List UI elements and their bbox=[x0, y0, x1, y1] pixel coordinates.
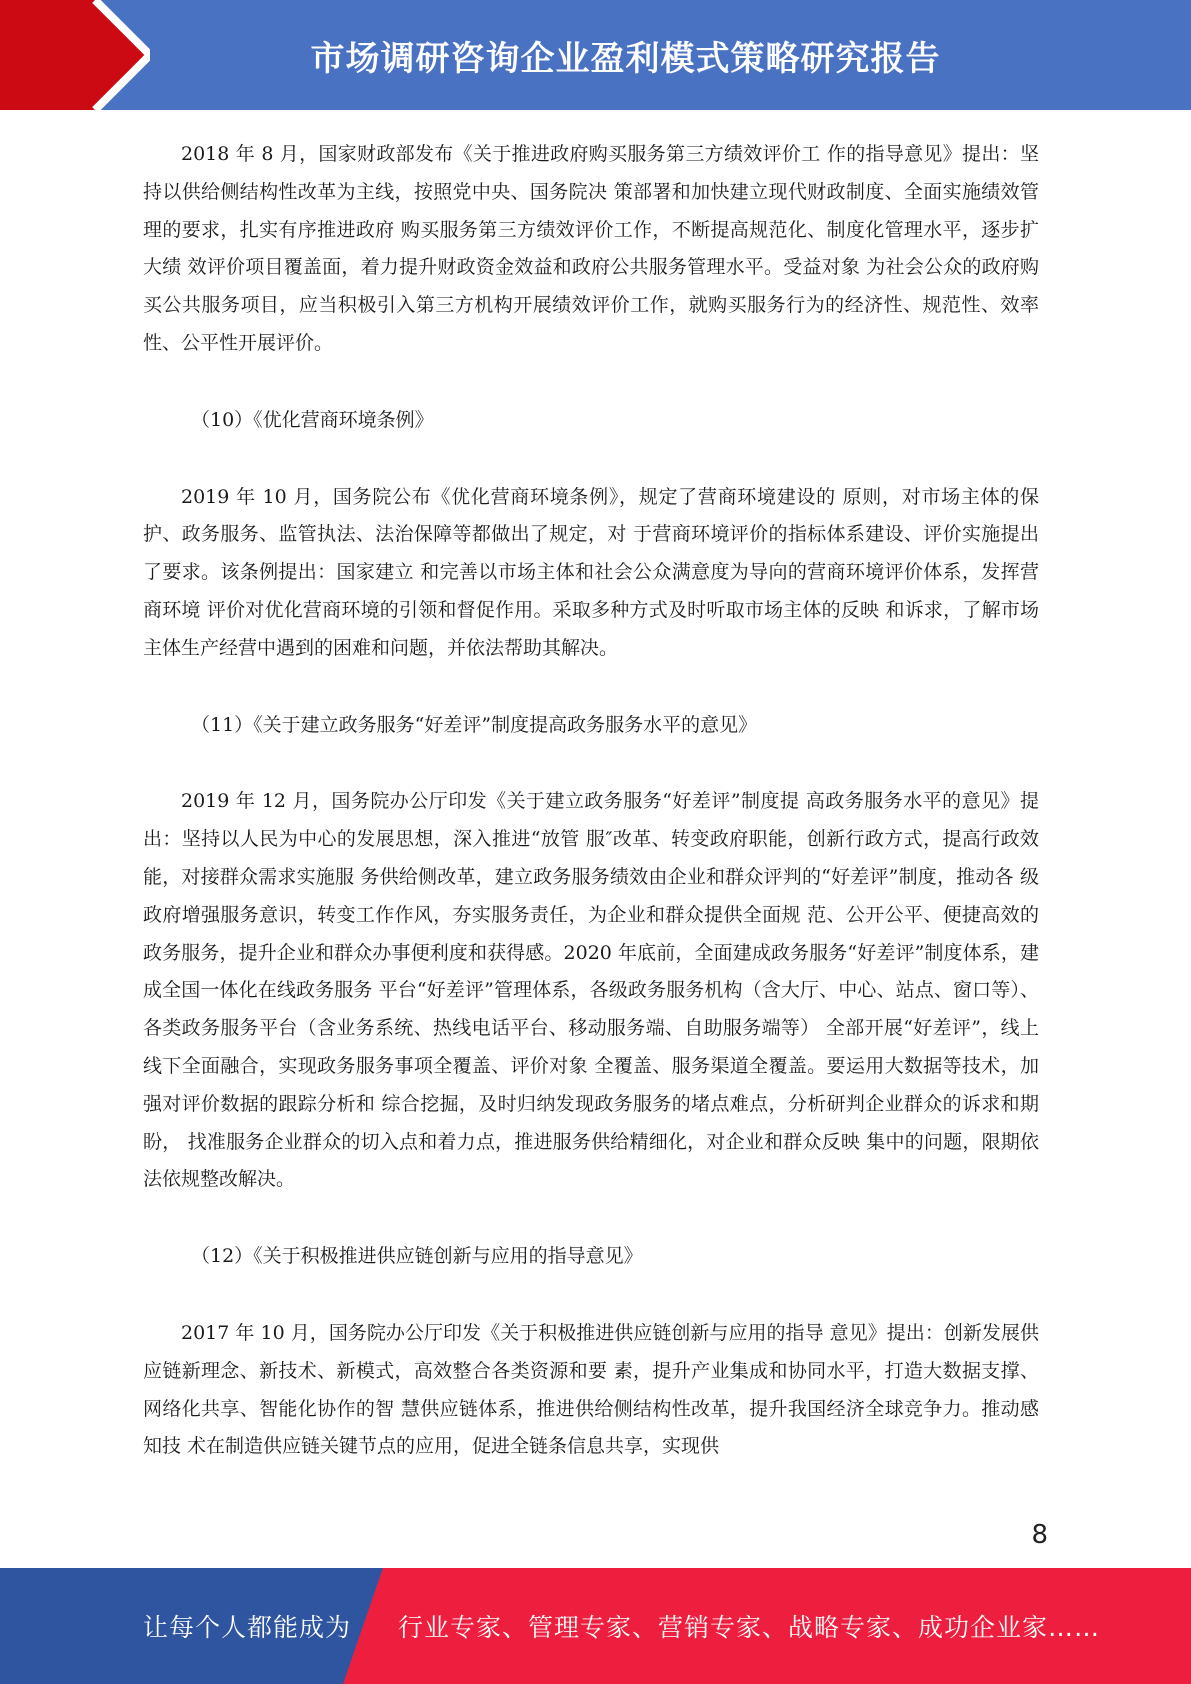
page-header bbox=[0, 0, 1191, 110]
footer-slogan-right: 行业专家、管理专家、营销专家、战略专家、成功企业家…… bbox=[398, 1613, 1101, 1642]
section-heading-12: （12）《关于积极推进供应链创新与应用的指导意见》 bbox=[191, 1245, 643, 1268]
paragraph-service-evaluation: 2019 年 12 月，国务院办公厅印发《关于建立政务服务“好差评”制度提 高政务服务水平的意见》提出：坚持以人民为中心的发展思想，深入推进“放管 服″改革、转变政府职能，创新行政方式，提高行政效能，对接群众需求实施服 务供给侧改革，建立政务服务绩效由企业和群众评判的“好差评”制度，推动各 级政府增强服务意识，转变工作作风，夯实服务责任，为企业和群众提供全面规 范、公开公平、便捷高效的政务服务，提升企业和群众办事便利度和获得感。2020 年底前，全面建成政务服务“好差评”制度体系，建成全国一体化在线政务服务 平台“好差评”管理体系，各级政务服务机构（含大厅、中心、站点、窗口等）、 各类政务服务平台（含业务系统、热线电话平台、移动服务端、自助服务端等） 全部开展“好差评”，线上线下全面融合，实现政务服务事项全覆盖、评价对象 全覆盖、服务渠道全覆盖。要运用大数据等技术，加强对评价数据的跟踪分析和 综合挖掘，及时归纳发现政务服务的堵点难点，分析研判企业群众的诉求和期盼， 找准服务企业群众的切入点和着力点，推进服务供给精细化，对企业和群众反映 集中的问题，限期依法依规整改解决。 bbox=[143, 790, 1039, 1191]
document-body bbox=[143, 136, 1039, 1466]
page-number: 8 bbox=[1031, 1520, 1048, 1550]
paragraph-supply-chain: 2017 年 10 月，国务院办公厅印发《关于积极推进供应链创新与应用的指导 意见》提出：创新发展供应链新理念、新技术、新模式，高效整合各类资源和要 素，提升产业集成和协同水平，打造大数据支撑、网络化共享、智能化协作的智 慧供应链体系，推进供给侧结构性改革，提升我国经济全球竞争力。推动感知技 术在制造供应链关键节点的应用，促进全链条信息共享，实现供 bbox=[143, 1321, 1039, 1458]
page-footer bbox=[0, 1568, 1191, 1684]
footer-slogan-left: 让每个人都能成为 bbox=[143, 1613, 352, 1642]
section-heading-11: （11）《关于建立政务服务“好差评”制度提高政务服务水平的意见》 bbox=[191, 713, 758, 736]
header-arrow-decoration bbox=[0, 0, 150, 110]
paragraph-third-party-evaluation: 2018 年 8 月，国家财政部发布《关于推进政府购买服务第三方绩效评价工 作的指导意见》提出：坚持以供给侧结构性改革为主线，按照党中央、国务院决 策部署和加快建立现代财政制度、全面实施绩效管理的要求，扎实有序推进政府 购买服务第三方绩效评价工作，不断提高规范化、制度化管理水平，逐步扩大绩 效评价项目覆盖面，着力提升财政资金效益和政府公共服务管理水平。受益对象 为社会公众的政府购买公共服务项目，应当积极引入第三方机构开展绩效评价工作，就购买服务行为的经济性、规范性、效率性、公平性开展评价。 bbox=[143, 143, 1039, 354]
page-title: 市场调研咨询企业盈利模式策略研究报告 bbox=[310, 38, 941, 79]
paragraph-business-environment: 2019 年 10 月，国务院公布《优化营商环境条例》，规定了营商环境建设的 原则，对市场主体的保护、政务服务、监管执法、法治保障等都做出了规定，对 于营商环境评价的指标体系建设、评价实施提出了要求。该条例提出：国家建立 和完善以市场主体和社会公众满意度为导向的营商环境评价体系，发挥营商环境 评价对优化营商环境的引领和督促作用。采取多种方式及时听取市场主体的反映 和诉求，了解市场主体生产经营中遇到的困难和问题，并依法帮助其解决。 bbox=[143, 485, 1039, 659]
section-heading-10: （10）《优化营商环境条例》 bbox=[191, 408, 434, 431]
